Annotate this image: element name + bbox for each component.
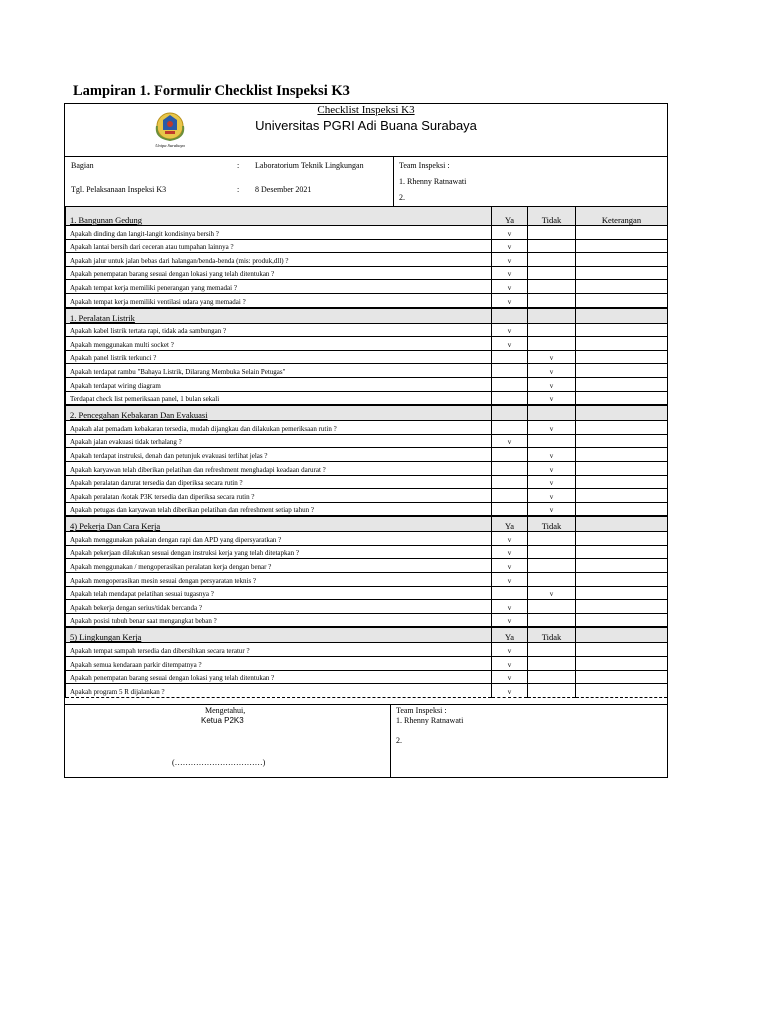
checklist-question: Apakah tempat kerja memiliki penerangan yang memadai ? <box>66 280 492 294</box>
checklist-row <box>66 684 668 698</box>
keterangan-cell <box>576 266 668 280</box>
ya-checkmark <box>492 448 528 462</box>
ya-checkmark <box>492 586 528 600</box>
col-tidak-header: Tidak <box>528 627 576 643</box>
tidak-checkmark <box>528 239 576 253</box>
checklist-question: Apakah jalur untuk jalan bebas dari halangan/benda-benda (mis: produk,dll) ? <box>66 253 492 267</box>
tidak-checkmark <box>528 613 576 627</box>
ya-checkmark: v <box>492 670 528 684</box>
checklist-question: Apakah peralatan /kotak P3K tersedia dan diperiksa secara rutin ? <box>66 489 492 503</box>
keterangan-cell <box>576 280 668 294</box>
keterangan-cell <box>576 337 668 351</box>
ya-checkmark <box>492 461 528 475</box>
keterangan-cell <box>576 684 668 698</box>
checklist-row <box>66 600 668 614</box>
ya-checkmark <box>492 391 528 405</box>
keterangan-cell <box>576 489 668 503</box>
checklist-question: Apakah menggunakan multi socket ? <box>66 337 492 351</box>
col-ya-header: Ya <box>492 516 528 532</box>
ya-checkmark: v <box>492 323 528 337</box>
tidak-checkmark <box>528 545 576 559</box>
checklist-row <box>66 253 668 267</box>
checklist-row <box>66 226 668 240</box>
checklist-question: Apakah menggunakan / mengoperasikan peralatan kerja dengan benar ? <box>66 559 492 573</box>
checklist-question: Apakah menggunakan pakaian dengan rapi dan APD yang dipersyaratkan ? <box>66 532 492 546</box>
keterangan-cell <box>576 559 668 573</box>
ya-checkmark: v <box>492 266 528 280</box>
section-title: 1. Peralatan Listrik <box>66 308 492 324</box>
tidak-checkmark: v <box>528 391 576 405</box>
checklist-row <box>66 489 668 503</box>
section-header <box>66 627 668 643</box>
ya-checkmark <box>492 350 528 364</box>
checklist-row <box>66 377 668 391</box>
checklist-question: Apakah semua kendaraan parkir ditempatnya ? <box>66 657 492 671</box>
bagian-value: Laboratorium Teknik Lingkungan <box>255 161 364 170</box>
section-title: 1. Bangunan Gedung <box>66 207 492 226</box>
checklist-row <box>66 350 668 364</box>
footer-team-label: Team Inspeksi : <box>396 706 447 715</box>
checklist-question: Apakah jalan evakuasi tidak terhalang ? <box>66 434 492 448</box>
ya-checkmark: v <box>492 573 528 587</box>
checklist-question: Apakah lantai bersih dari ceceran atau tumpahan lainnya ? <box>66 239 492 253</box>
section-title: 5) Lingkungan Kerja <box>66 627 492 643</box>
col-keterangan-header <box>576 405 668 421</box>
checklist-row <box>66 613 668 627</box>
tidak-checkmark <box>528 657 576 671</box>
keterangan-cell <box>576 586 668 600</box>
checklist-question: Apakah petugas dan karyawan telah diberikan pelatihan dan refreshment setiap tahun ? <box>66 502 492 516</box>
col-tidak-header: Tidak <box>528 207 576 226</box>
section-header <box>66 516 668 532</box>
checklist-form <box>64 103 668 778</box>
checklist-row <box>66 573 668 587</box>
section-header <box>66 207 668 226</box>
keterangan-cell <box>576 532 668 546</box>
checklist-row <box>66 643 668 657</box>
university-name: Universitas PGRI Adi Buana Surabaya <box>255 118 477 133</box>
ya-checkmark: v <box>492 337 528 351</box>
keterangan-cell <box>576 545 668 559</box>
ya-checkmark <box>492 421 528 435</box>
tidak-checkmark <box>528 323 576 337</box>
tidak-checkmark: v <box>528 502 576 516</box>
tidak-checkmark <box>528 532 576 546</box>
section-title: 2. Pencegahan Kebakaran Dan Evakuasi <box>66 405 492 421</box>
ya-checkmark: v <box>492 643 528 657</box>
team-label: Team Inspeksi : <box>399 161 450 170</box>
tidak-checkmark: v <box>528 448 576 462</box>
checklist-row <box>66 421 668 435</box>
checklist-question: Apakah pekerjaan dilakukan sesuai dengan instruksi kerja yang telah ditetapkan ? <box>66 545 492 559</box>
keterangan-cell <box>576 600 668 614</box>
signature-block <box>65 704 667 778</box>
checklist-row <box>66 502 668 516</box>
tidak-checkmark <box>528 280 576 294</box>
checklist-row <box>66 323 668 337</box>
tidak-checkmark <box>528 643 576 657</box>
checklist-question: Terdapat check list pemeriksaan panel, 1 bulan sekali <box>66 391 492 405</box>
checklist-row <box>66 545 668 559</box>
keterangan-cell <box>576 239 668 253</box>
keterangan-cell <box>576 613 668 627</box>
tidak-checkmark: v <box>528 461 576 475</box>
tidak-checkmark <box>528 559 576 573</box>
checklist-row <box>66 448 668 462</box>
ketua-label: Ketua P2K3 <box>201 716 244 725</box>
section-title: 4) Pekerja Dan Cara Kerja <box>66 516 492 532</box>
ya-checkmark: v <box>492 545 528 559</box>
tgl-value: 8 Desember 2021 <box>255 185 312 194</box>
keterangan-cell <box>576 253 668 267</box>
checklist-row <box>66 391 668 405</box>
tidak-checkmark <box>528 337 576 351</box>
logo-caption: Unipa Surabaya <box>155 143 185 148</box>
ya-checkmark: v <box>492 280 528 294</box>
checklist-question: Apakah telah mendapat pelatihan sesuai tugasnya ? <box>66 586 492 600</box>
ya-checkmark: v <box>492 559 528 573</box>
footer-team-member-2: 2. <box>396 736 402 745</box>
tidak-checkmark <box>528 266 576 280</box>
col-tidak-header <box>528 308 576 324</box>
keterangan-cell <box>576 670 668 684</box>
checklist-question: Apakah terdapat wiring diagram <box>66 377 492 391</box>
checklist-row <box>66 586 668 600</box>
ya-checkmark: v <box>492 239 528 253</box>
tidak-checkmark <box>528 573 576 587</box>
checklist-question: Apakah kabel listrik tertata rapi, tidak ada sambungan ? <box>66 323 492 337</box>
checklist-question: Apakah terdapat instruksi, denah dan petunjuk evakuasi terlihat jelas ? <box>66 448 492 462</box>
tidak-checkmark: v <box>528 586 576 600</box>
team-member-2: 2. <box>399 193 405 202</box>
ya-checkmark: v <box>492 600 528 614</box>
checklist-row <box>66 293 668 307</box>
ya-checkmark: v <box>492 657 528 671</box>
ya-checkmark: v <box>492 226 528 240</box>
checklist-row <box>66 532 668 546</box>
checklist-question: Apakah tempat kerja memiliki ventilasi udara yang memadai ? <box>66 293 492 307</box>
tidak-checkmark <box>528 293 576 307</box>
checklist-row <box>66 280 668 294</box>
tidak-checkmark: v <box>528 350 576 364</box>
tidak-checkmark <box>528 226 576 240</box>
keterangan-cell <box>576 502 668 516</box>
tgl-label: Tgl. Pelaksanaan Inspeksi K3 <box>71 185 167 194</box>
checklist-question: Apakah mengoperasikan mesin sesuai dengan persyaratan teknis ? <box>66 573 492 587</box>
keterangan-cell <box>576 323 668 337</box>
keterangan-cell <box>576 293 668 307</box>
keterangan-cell <box>576 226 668 240</box>
keterangan-cell <box>576 461 668 475</box>
keterangan-cell <box>576 657 668 671</box>
tidak-checkmark: v <box>528 377 576 391</box>
checklist-row <box>66 475 668 489</box>
keterangan-cell <box>576 421 668 435</box>
keterangan-cell <box>576 364 668 378</box>
tidak-checkmark: v <box>528 489 576 503</box>
col-keterangan-header: Keterangan <box>576 207 668 226</box>
checklist-row <box>66 239 668 253</box>
keterangan-cell <box>576 448 668 462</box>
tidak-checkmark <box>528 253 576 267</box>
col-tidak-header: Tidak <box>528 516 576 532</box>
bagian-label: Bagian <box>71 161 94 170</box>
footer-team-member-1: 1. Rhenny Ratnawati <box>396 716 464 725</box>
checklist-question: Apakah dinding dan langit-langit kondisinya bersih ? <box>66 226 492 240</box>
tidak-checkmark: v <box>528 475 576 489</box>
ya-checkmark <box>492 377 528 391</box>
tidak-checkmark <box>528 684 576 698</box>
col-keterangan-header <box>576 627 668 643</box>
checklist-question: Apakah peralatan darurat tersedia dan diperiksa secara rutin ? <box>66 475 492 489</box>
ya-checkmark: v <box>492 293 528 307</box>
bagian-sep: : <box>237 161 240 170</box>
ya-checkmark <box>492 502 528 516</box>
col-ya-header: Ya <box>492 627 528 643</box>
checklist-question: Apakah bekerja dengan serius/tidak bercanda ? <box>66 600 492 614</box>
keterangan-cell <box>576 350 668 364</box>
keterangan-cell <box>576 434 668 448</box>
info-block <box>65 156 667 207</box>
checklist-question: Apakah alat pemadam kebakaran tersedia, mudah dijangkau dan dilakukan pemeriksaan rutin ? <box>66 421 492 435</box>
col-ya-header: Ya <box>492 207 528 226</box>
col-tidak-header <box>528 405 576 421</box>
page-heading: Lampiran 1. Formulir Checklist Inspeksi K3 <box>73 83 350 99</box>
tidak-checkmark: v <box>528 364 576 378</box>
checklist-question: Apakah tempat sampah tersedia dan dibersihkan secara teratur ? <box>66 643 492 657</box>
tidak-checkmark: v <box>528 421 576 435</box>
checklist-row <box>66 337 668 351</box>
col-ya-header <box>492 308 528 324</box>
tidak-checkmark <box>528 600 576 614</box>
ya-checkmark: v <box>492 253 528 267</box>
form-header <box>65 104 667 157</box>
checklist-question: Apakah posisi tubuh benar saat mengangkat beban ? <box>66 613 492 627</box>
mengetahui-label: Mengetahui, <box>205 706 246 715</box>
keterangan-cell <box>576 475 668 489</box>
ya-checkmark: v <box>492 434 528 448</box>
ya-checkmark: v <box>492 684 528 698</box>
ya-checkmark <box>492 489 528 503</box>
form-title: Checklist Inspeksi K3 <box>317 104 415 116</box>
checklist-row <box>66 364 668 378</box>
keterangan-cell <box>576 643 668 657</box>
checklist-row <box>66 670 668 684</box>
col-keterangan-header <box>576 516 668 532</box>
ya-checkmark: v <box>492 532 528 546</box>
checklist-question: Apakah penempatan barang sesuai dengan lokasi yang telah ditentukan ? <box>66 266 492 280</box>
section-header <box>66 405 668 421</box>
checklist-question: Apakah terdapat rambu "Bahaya Listrik, Dilarang Membuka Selain Petugas" <box>66 364 492 378</box>
signature-line: (……………………………) <box>172 758 266 767</box>
checklist-row <box>66 266 668 280</box>
checklist-row <box>66 434 668 448</box>
keterangan-cell <box>576 377 668 391</box>
keterangan-cell <box>576 391 668 405</box>
ya-checkmark <box>492 475 528 489</box>
section-header <box>66 308 668 324</box>
ya-checkmark <box>492 364 528 378</box>
tidak-checkmark <box>528 670 576 684</box>
checklist-table <box>65 206 668 698</box>
team-member-1: 1. Rhenny Ratnawati <box>399 177 467 186</box>
col-keterangan-header <box>576 308 668 324</box>
checklist-row <box>66 461 668 475</box>
tgl-sep: : <box>237 185 240 194</box>
ya-checkmark: v <box>492 613 528 627</box>
checklist-question: Apakah penempatan barang sesuai dengan lokasi yang telah ditentukan ? <box>66 670 492 684</box>
checklist-row <box>66 657 668 671</box>
keterangan-cell <box>576 573 668 587</box>
checklist-question: Apakah program 5 R dijalankan ? <box>66 684 492 698</box>
checklist-question: Apakah karyawan telah diberikan pelatihan dan refreshment menghadapi keadaan darurat ? <box>66 461 492 475</box>
tidak-checkmark <box>528 434 576 448</box>
checklist-question: Apakah panel listrik terkunci ? <box>66 350 492 364</box>
col-ya-header <box>492 405 528 421</box>
checklist-row <box>66 559 668 573</box>
